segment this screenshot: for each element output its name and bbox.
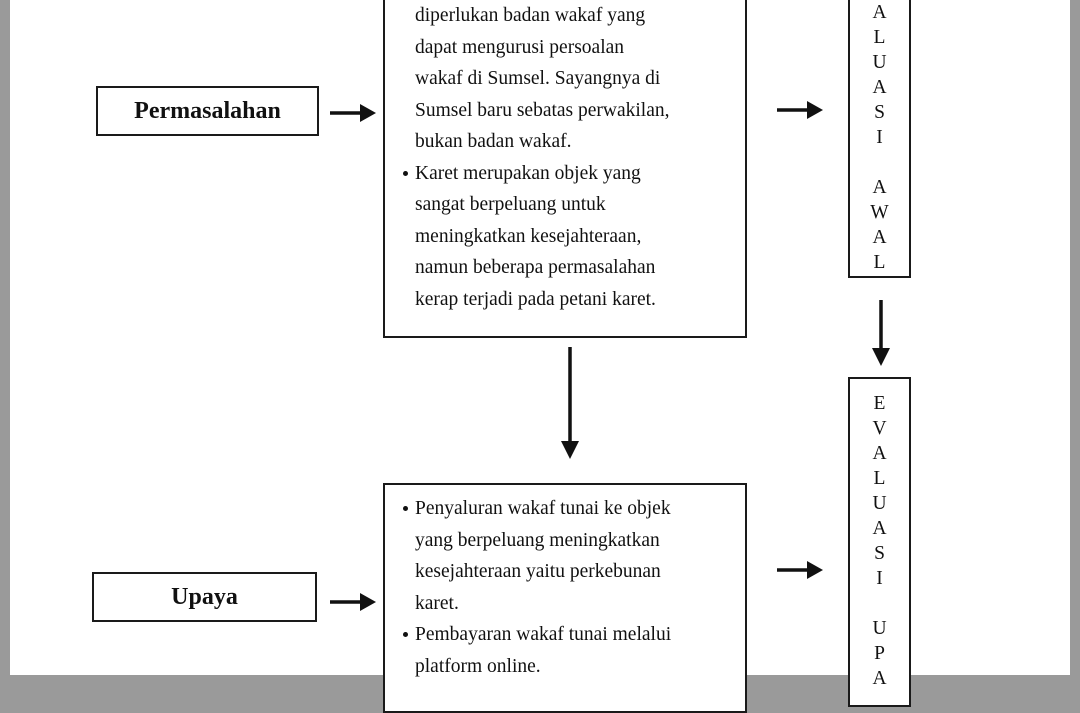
eval-initial-letter-4: A (872, 77, 887, 98)
effort-description-box (383, 483, 747, 713)
eval-initial-letter-8: A (872, 177, 887, 198)
eval-effort-letter-5: U (872, 493, 887, 514)
eval-initial-letter-1: A (872, 2, 887, 23)
problem-label: Permasalahan (134, 97, 281, 124)
eval-effort-letter-11: P (874, 643, 885, 664)
eval-effort-letter-7: S (874, 543, 885, 564)
effort-bullet-1-line-4: karet. (415, 592, 459, 614)
problem-bullet-1-line-5: bukan badan wakaf. (415, 131, 572, 152)
arrow-right-icon (775, 97, 825, 123)
problem-label-box (96, 86, 319, 136)
eval-effort-letter-10: U (872, 618, 887, 639)
problem-description-box (383, 0, 747, 338)
eval-initial-letter-5: S (874, 102, 885, 123)
eval-initial-letter-3: U (872, 52, 887, 73)
problem-bullet-2-line-1: Karet merupakan objek yang (415, 162, 641, 184)
effort-label: Upaya (171, 583, 238, 610)
effort-bullet-2 (403, 619, 731, 682)
arrow-down-icon (557, 345, 583, 461)
arrow-right-icon (775, 557, 825, 583)
evaluation-initial-box (848, 0, 911, 278)
problem-bullet-1-line-1: diperlukan badan wakaf yang (415, 5, 646, 26)
effort-bullet-1 (403, 493, 731, 619)
problem-bullet-2 (403, 158, 731, 316)
effort-label-box (92, 572, 317, 622)
problem-bullet-2-line-2: sangat berpeluang untuk (415, 194, 606, 215)
effort-bullet-2-line-2: platform online. (415, 655, 541, 677)
arrow-right-icon (328, 589, 378, 615)
eval-initial-letter-11: L (873, 252, 886, 273)
arrow-right-icon (328, 100, 378, 126)
effort-bullet-2-line-1: Pembayaran wakaf tunai melalui (415, 624, 672, 645)
eval-initial-letter-6: I (876, 127, 883, 148)
eval-effort-letter-6: A (872, 518, 887, 539)
problem-bullet-1-line-3: wakaf di Sumsel. Sayangnya di (415, 68, 661, 89)
eval-initial-letter-10: A (872, 227, 887, 248)
evaluation-effort-box (848, 377, 911, 707)
effort-bullet-1-line-3: kesejahteraan yaitu perkebunan (415, 561, 661, 582)
flow-diagram (10, 0, 1070, 689)
problem-bullet-2-line-4: namun beberapa permasalahan (415, 257, 656, 278)
eval-effort-letter-4: L (873, 468, 886, 489)
effort-bullet-1-line-1: Penyaluran wakaf tunai ke objek (415, 498, 671, 519)
effort-bullet-1-line-2: yang berpeluang meningkatkan (415, 529, 660, 551)
problem-bullet-1-line-2: dapat mengurusi persoalan (415, 36, 625, 58)
problem-bullet-1-line-4: Sumsel baru sebatas perwakilan, (415, 99, 670, 121)
eval-initial-letter-9: W (870, 202, 889, 223)
arrow-down-icon (868, 298, 894, 368)
eval-effort-letter-1: E (873, 393, 886, 414)
eval-initial-letter-2: L (873, 27, 886, 48)
problem-bullet-2-line-5: kerap terjadi pada petani karet. (415, 288, 656, 310)
eval-effort-letter-2: V (872, 418, 887, 439)
problem-bullet-2-line-3: meningkatkan kesejahteraan, (415, 225, 642, 247)
eval-effort-letter-12: A (872, 668, 887, 689)
eval-effort-letter-8: I (876, 568, 883, 589)
problem-bullet-1 (403, 0, 731, 158)
eval-effort-letter-3: A (872, 443, 887, 464)
